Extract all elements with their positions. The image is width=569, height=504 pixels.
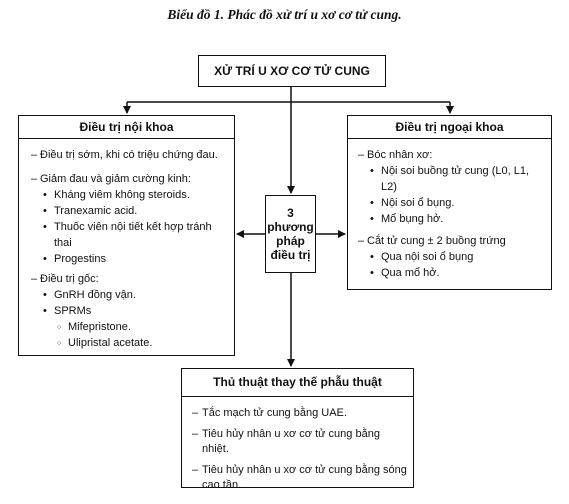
list-item: – Bóc nhân xơ: <box>358 147 545 163</box>
list-subsubitem: ○ Mifepristone. <box>54 319 228 335</box>
three-methods-box <box>265 195 316 273</box>
main-title-box <box>198 55 386 87</box>
list-subitem: • Nội soi ổ bụng. <box>367 195 545 211</box>
list-subitem: • Qua nội soi ổ bụng <box>367 249 545 265</box>
list-item: – Điều trị sớm, khi có triệu chứng đau. <box>31 147 228 163</box>
list-subitem: • GnRH đồng vận. <box>40 287 228 303</box>
surgical-treatment-header: Điều trị ngoại khoa <box>395 120 504 134</box>
main-title: XỬ TRÍ U XƠ CƠ TỬ CUNG <box>214 64 370 78</box>
list-subitem: • Tranexamic acid. <box>40 203 228 219</box>
list-item: – Điều trị gốc: <box>31 271 228 287</box>
surgical-treatment-box <box>347 115 552 290</box>
medical-treatment-box <box>18 115 235 356</box>
list-item: – Cắt tử cung ± 2 buồng trứng <box>358 233 545 249</box>
center-line: điều trị <box>270 248 311 262</box>
list-subitem: • Mổ bụng hở. <box>367 211 545 227</box>
list-item: – Tắc mạch tử cung bằng UAE. <box>192 406 407 421</box>
center-line: 3 <box>287 206 294 220</box>
list-subitem: • Qua mổ hở. <box>367 265 545 281</box>
list-subitem: • Progestins <box>40 251 228 267</box>
alternative-procedures-box <box>181 368 414 491</box>
center-line: phương <box>267 220 314 234</box>
list-subitem: • SPRMs <box>40 303 228 319</box>
center-line: pháp <box>276 234 305 248</box>
list-item: – Giảm đau và giảm cường kinh: <box>31 171 228 187</box>
list-subitem: • Thuốc viên nội tiết kết hợp tránh thai <box>40 219 228 251</box>
list-item: – Tiêu hủy nhân u xơ cơ tử cung bằng nhiệt. <box>192 427 407 457</box>
list-item: – Tiêu hủy nhân u xơ cơ tử cung bằng sóng cao tần. <box>192 463 407 493</box>
list-subsubitem: ○ Ulipristal acetate. <box>54 335 228 351</box>
list-subitem: • Kháng viêm không steroids. <box>40 187 228 203</box>
medical-treatment-header: Điều trị nội khoa <box>79 120 174 134</box>
alternative-procedures-header: Thủ thuật thay thế phẫu thuật <box>213 375 382 389</box>
figure-caption: Biểu đồ 1. Phác đồ xử trí u xơ cơ tử cung. <box>167 7 402 22</box>
list-subitem: • Nội soi buồng tử cung (L0, L1, L2) <box>367 163 545 195</box>
